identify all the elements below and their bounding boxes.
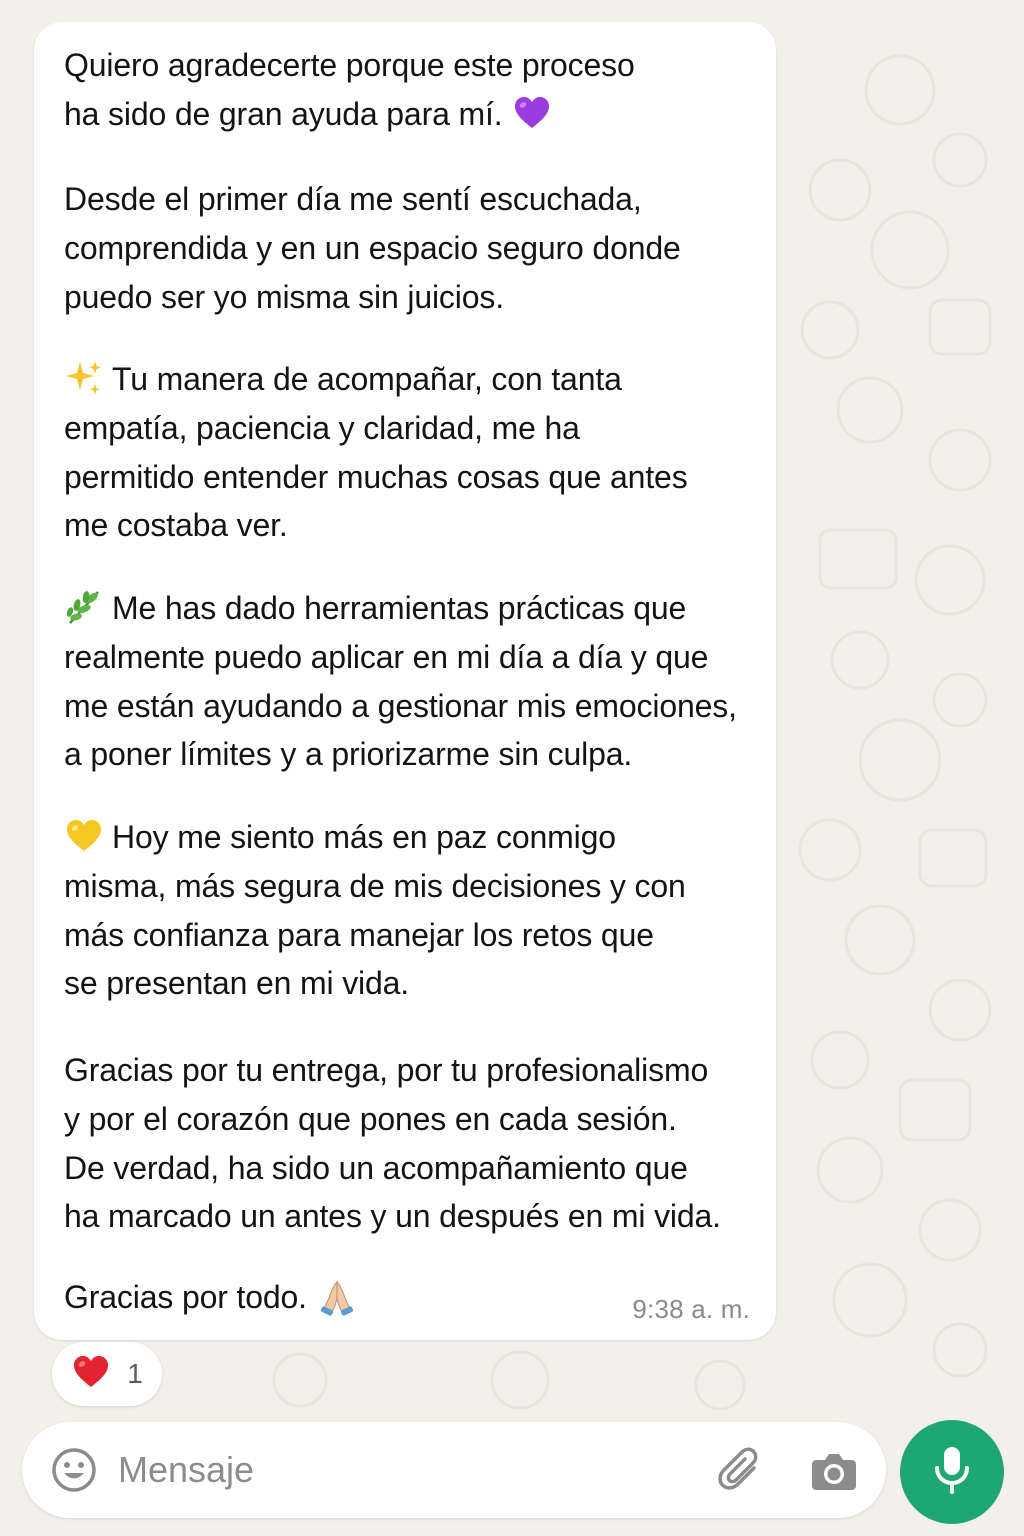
message-paragraph-4: [64, 584, 764, 779]
message-paragraph-6: Gracias por tu entrega, por tu profesionalismo y por el corazón que pones en cada sesión. De verdad, ha sido un acompañamiento que ha marcado un antes y un después en mi vida.: [64, 1052, 721, 1235]
yellow-heart-icon: [64, 816, 108, 856]
message-paragraph-3: [64, 355, 764, 550]
message-paragraph-5-text: Hoy me siento más en paz conmigo misma, más segura de mis decisiones y con más confianza para manejar los retos que se presentan en mi vida.: [64, 819, 686, 1002]
message-timestamp: 9:38 a. m.: [632, 1294, 750, 1324]
message-bubble[interactable]: [34, 22, 776, 1340]
microphone-icon: [930, 1444, 974, 1501]
reaction-badge[interactable]: [52, 1342, 162, 1406]
reaction-count: 1: [127, 1358, 143, 1389]
message-paragraph-4-text: Me has dado herramientas prácticas que realmente puedo aplicar en mi día a día y que me están ayudando a gestionar mis emociones, a poner límites y a priorizarme sin culpa.: [64, 590, 737, 773]
folded-hands-icon: [317, 1276, 361, 1316]
message-paragraph-3-text: Tu manera de acompañar, con tanta empatía, paciencia y claridad, me ha permitido entender muchas cosas que antes me costaba ver.: [64, 361, 688, 544]
message-input[interactable]: [118, 1444, 678, 1496]
red-heart-icon: [71, 1352, 111, 1397]
smiley-icon[interactable]: [50, 1446, 98, 1494]
message-paragraph-2: Desde el primer día me sentí escuchada, comprendida y en un espacio seguro donde puedo ser yo misma sin juicios.: [64, 181, 681, 315]
sparkles-icon: [64, 358, 108, 398]
message-paragraph-1: [64, 41, 764, 139]
voice-message-button[interactable]: [900, 1420, 1004, 1524]
camera-icon[interactable]: [810, 1448, 858, 1494]
purple-heart-icon: [512, 93, 556, 133]
paperclip-icon[interactable]: [716, 1446, 766, 1496]
message-paragraph-7-text: Gracias por todo.: [64, 1279, 307, 1315]
herb-icon: [64, 587, 108, 627]
message-paragraph-5: [64, 813, 764, 1008]
message-paragraph-1-text: Quiero agradecerte porque este proceso ha sido de gran ayuda para mí.: [64, 47, 635, 132]
message-composer: [22, 1422, 886, 1518]
